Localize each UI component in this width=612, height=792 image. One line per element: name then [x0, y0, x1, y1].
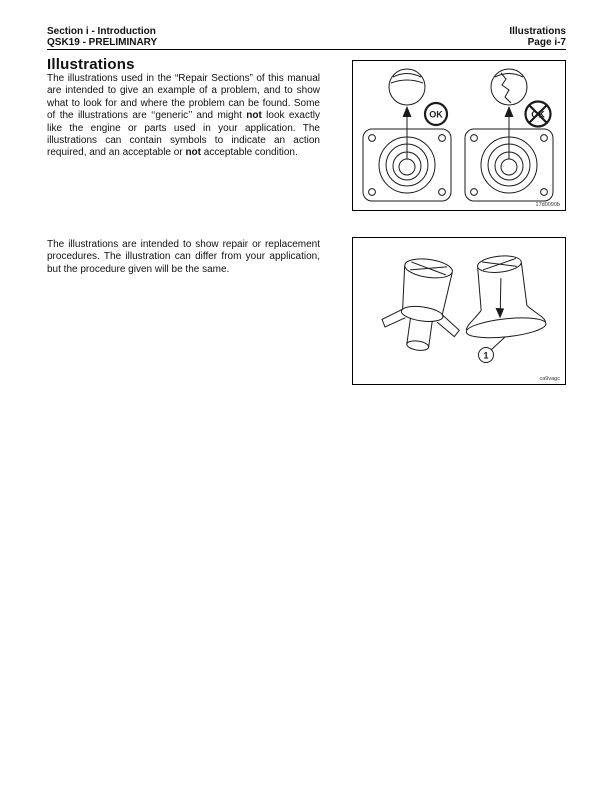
ok-symbol — [425, 103, 447, 125]
insert-arrow — [497, 278, 504, 310]
ok-symbol-label: OK — [429, 109, 443, 120]
header-document-title: QSK19 - PRELIMINARY — [47, 37, 158, 48]
paragraph1-text-2: look exactly like the engine or parts used in your application. The illustrations can contain symbols to indicate an action required, and an acceptable or — [47, 110, 320, 159]
sleeve-in-flange — [459, 252, 547, 341]
crack-line — [501, 73, 511, 103]
paragraph1-text-3: acceptable condition. — [200, 147, 298, 159]
header-section-title: Section i - Introduction — [47, 26, 156, 37]
paragraph1-bold-2: not — [185, 147, 201, 159]
page-title: Illustrations — [47, 56, 135, 73]
figure-part-installation — [352, 237, 566, 385]
figure1-line-art — [353, 61, 565, 210]
paragraph-illustrations-intro — [47, 73, 320, 160]
header-divider — [47, 49, 566, 50]
callout-1 — [479, 337, 506, 363]
header-right-block — [509, 26, 566, 48]
paragraph1-text-1: The illustrations used in the “Repair Sections” of this manual are intended to give an example of a problem, and to show what to look for and where the problem can be found. Some of the illustrations are ‘‘generic’’ and might — [47, 73, 320, 122]
header-topic: Illustrations — [509, 26, 566, 37]
figure1-left-panel — [363, 69, 451, 201]
header-page-number: Page i-7 — [527, 37, 566, 48]
figure2-code: ca9vagc — [539, 376, 560, 382]
clip-collar — [400, 304, 444, 324]
bell-flange — [465, 315, 546, 341]
ball-plug-right — [491, 69, 527, 105]
not-ok-symbol — [526, 102, 551, 127]
page-header — [47, 26, 566, 48]
figure-acceptable-vs-not-acceptable — [352, 60, 566, 211]
callout-1-label: 1 — [483, 350, 489, 361]
sleeve-with-clip — [378, 254, 468, 355]
header-left-block — [47, 26, 157, 48]
not-ok-symbol-label: OK — [531, 109, 545, 120]
figure1-right-panel — [465, 69, 553, 201]
figure1-code: 17d0090b — [535, 202, 560, 208]
paragraph-repair-procedures: The illustrations are intended to show repair or replacement procedures. The illustration can differ from your application, but the procedure given will be the same. — [47, 239, 320, 275]
ball-plug-left — [389, 69, 425, 105]
figure2-line-art — [353, 238, 565, 384]
paragraph1-bold-1: not — [246, 110, 262, 122]
